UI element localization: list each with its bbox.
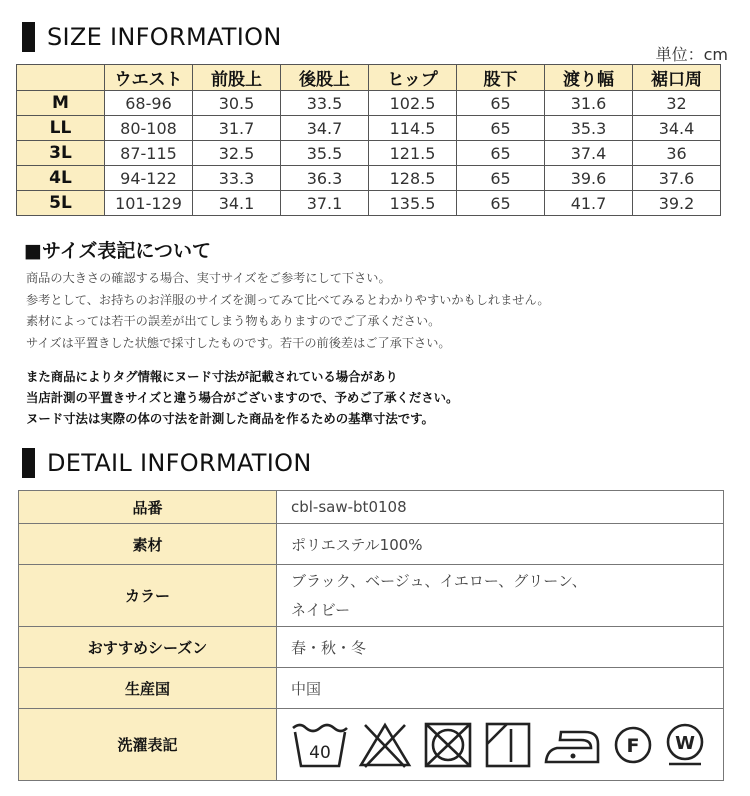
wash-40-icon — [291, 720, 349, 770]
line-dry-shade-icon — [483, 720, 533, 770]
table-cell: 32 — [633, 91, 721, 116]
column-header: ヒップ — [369, 65, 457, 91]
table-cell: 101-129 — [105, 191, 193, 216]
detail-section-title: DETAIL INFORMATION — [47, 449, 312, 477]
table-cell: 87-115 — [105, 141, 193, 166]
no-bleach-icon — [357, 720, 413, 770]
color-value — [277, 565, 724, 627]
wet-clean-w-text: W — [675, 732, 695, 754]
detail-table — [18, 490, 724, 781]
detail-label: おすすめシーズン — [19, 627, 277, 668]
size-notes-title: ■サイズ表記について — [24, 240, 212, 262]
detail-label: カラー — [19, 565, 277, 627]
table-cell: 121.5 — [369, 141, 457, 166]
detail-row-season — [19, 627, 724, 668]
table-cell: 65 — [457, 166, 545, 191]
table-row — [17, 141, 721, 166]
nude-size-notes — [26, 366, 458, 429]
column-header: 後股上 — [281, 65, 369, 91]
size-table — [16, 64, 721, 216]
table-cell: 39.6 — [545, 166, 633, 191]
table-cell: 102.5 — [369, 91, 457, 116]
size-section-title: SIZE INFORMATION — [47, 23, 282, 51]
table-cell: 37.6 — [633, 166, 721, 191]
table-cell: 33.3 — [193, 166, 281, 191]
table-cell: 94-122 — [105, 166, 193, 191]
table-cell: 65 — [457, 191, 545, 216]
detail-row-material — [19, 524, 724, 565]
size-table-header-row — [17, 65, 721, 91]
table-cell: 65 — [457, 91, 545, 116]
table-cell: 31.7 — [193, 116, 281, 141]
detail-label: 生産国 — [19, 668, 277, 709]
care-symbols — [277, 709, 724, 781]
detail-row-product-no — [19, 491, 724, 524]
table-cell: 30.5 — [193, 91, 281, 116]
origin-value: 中国 — [277, 668, 724, 709]
size-notes — [26, 268, 550, 354]
table-cell: 35.5 — [281, 141, 369, 166]
dry-clean-f-text: F — [626, 734, 640, 757]
bold-note-line: ヌード寸法は実際の体の寸法を計測した商品を作るための基準寸法です。 — [26, 411, 434, 426]
column-header: 渡り幅 — [545, 65, 633, 91]
table-cell: 68-96 — [105, 91, 193, 116]
product-number-value: cbl-saw-bt0108 — [277, 491, 724, 524]
note-line: 参考として、お持ちのお洋服のサイズを測ってみて比べてみるとわかりやすいかもしれません。 — [26, 292, 550, 307]
table-cell: 41.7 — [545, 191, 633, 216]
season-value: 春・秋・冬 — [277, 627, 724, 668]
no-tumble-dry-icon — [421, 720, 475, 770]
note-line: 素材によっては若干の誤差が出てしまう物もありますのでご了承ください。 — [26, 314, 441, 328]
detail-row-care — [19, 709, 724, 781]
table-cell: 65 — [457, 116, 545, 141]
table-row — [17, 191, 721, 216]
table-cell: 80-108 — [105, 116, 193, 141]
section-marker — [22, 22, 35, 52]
table-row — [17, 91, 721, 116]
size-label: 4L — [17, 166, 105, 191]
column-header: 裾口周 — [633, 65, 721, 91]
column-header: ウエスト — [105, 65, 193, 91]
note-line: サイズは平置きした状態で採寸したものです。若干の前後差はご了承下さい。 — [26, 335, 451, 350]
color-value-line: ネイビー — [291, 600, 351, 619]
size-label: 5L — [17, 191, 105, 216]
table-cell: 39.2 — [633, 191, 721, 216]
note-line: 商品の大きさの確認する場合、実寸サイズをご参考にして下さい。 — [26, 271, 391, 285]
detail-label: 洗濯表記 — [19, 709, 277, 781]
detail-section-header — [22, 448, 312, 478]
wash-temp-text: 40 — [309, 742, 331, 763]
bold-note-line: 当店計測の平置きサイズと違う場合がございますので、予めご了承ください。 — [26, 390, 459, 405]
size-label: 3L — [17, 141, 105, 166]
color-value-line: ブラック、ベージュ、イエロー、グリーン、 — [291, 571, 587, 590]
unit-label: 単位：cm — [655, 45, 728, 64]
section-marker — [22, 448, 35, 478]
bold-note-line: また商品によりタグ情報にヌード寸法が記載されている場合があり — [26, 369, 398, 384]
table-cell: 32.5 — [193, 141, 281, 166]
iron-low-icon — [541, 720, 603, 770]
table-cell: 36.3 — [281, 166, 369, 191]
table-cell: 135.5 — [369, 191, 457, 216]
size-label: LL — [17, 116, 105, 141]
table-row — [17, 166, 721, 191]
size-table-corner — [17, 65, 105, 91]
detail-row-origin — [19, 668, 724, 709]
table-cell: 34.1 — [193, 191, 281, 216]
table-cell: 36 — [633, 141, 721, 166]
dry-clean-f-icon — [611, 720, 655, 770]
material-value: ポリエステル100% — [277, 524, 724, 565]
detail-label: 素材 — [19, 524, 277, 565]
column-header: 股下 — [457, 65, 545, 91]
table-cell: 31.6 — [545, 91, 633, 116]
table-cell: 34.4 — [633, 116, 721, 141]
detail-row-color — [19, 565, 724, 627]
table-cell: 37.4 — [545, 141, 633, 166]
table-cell: 65 — [457, 141, 545, 166]
table-cell: 114.5 — [369, 116, 457, 141]
table-cell: 33.5 — [281, 91, 369, 116]
column-header: 前股上 — [193, 65, 281, 91]
table-cell: 37.1 — [281, 191, 369, 216]
table-cell: 34.7 — [281, 116, 369, 141]
detail-label: 品番 — [19, 491, 277, 524]
table-cell: 35.3 — [545, 116, 633, 141]
table-cell: 128.5 — [369, 166, 457, 191]
size-section-header — [22, 22, 282, 52]
table-row — [17, 116, 721, 141]
size-label: M — [17, 91, 105, 116]
wet-clean-w-icon — [663, 720, 707, 770]
